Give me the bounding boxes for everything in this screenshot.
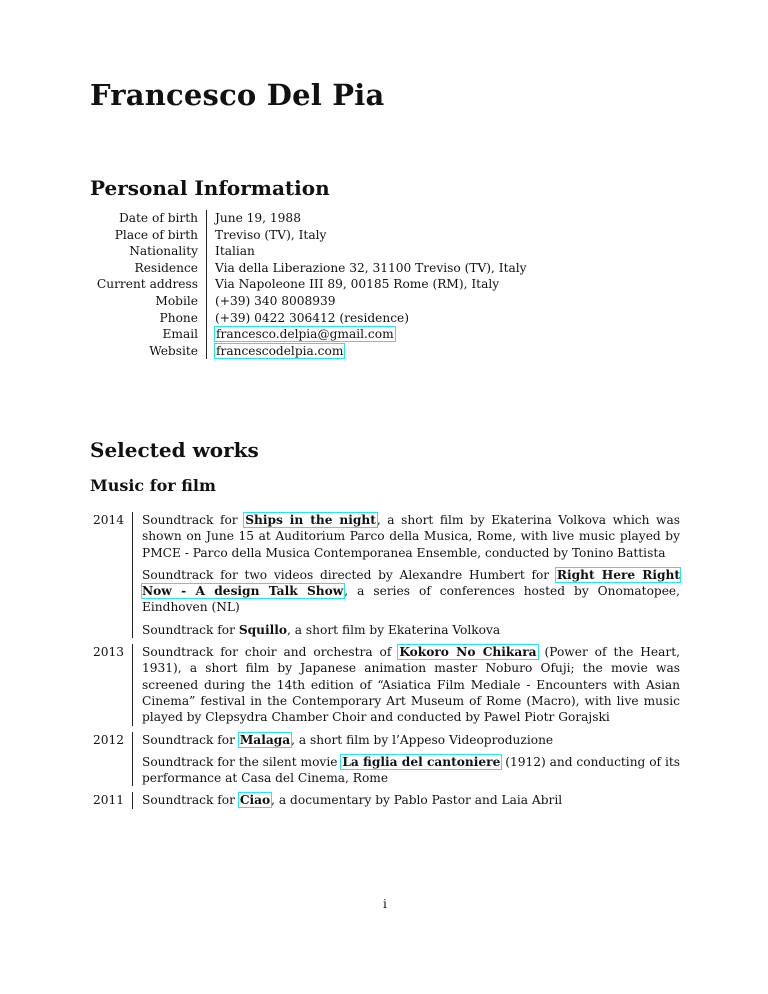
personal-info-table	[90, 210, 527, 359]
work-title-link[interactable]: Ships in the night	[245, 513, 376, 527]
info-row	[90, 326, 527, 343]
page-number: i	[383, 897, 387, 911]
entry-text: Soundtrack for	[142, 793, 239, 808]
info-label: Date of birth	[118, 211, 198, 225]
work-title-link[interactable]: Kokoro No Chikara	[399, 645, 537, 660]
info-text: Italian	[215, 244, 255, 259]
entry-text: Soundtrack for two videos directed by Alexandre Humbert for	[142, 567, 556, 582]
info-value	[206, 276, 499, 293]
work-entry	[142, 644, 680, 725]
entry-text: (1912) and conducting of its performance at Casa del Cinema, Rome	[142, 754, 680, 786]
info-row	[90, 227, 527, 244]
info-value	[206, 210, 301, 227]
entry-text: , a short film by Ekaterina Volkova which was shown on June 15 at Auditorium Parco della Musica, Rome, with live music played by PMCE - Parco della Musica Contemporanea Ensemble, conducted by Tonino Battista	[142, 513, 680, 560]
info-text: (+39) 340 8008939	[215, 293, 336, 308]
info-row	[90, 343, 527, 360]
work-title-link[interactable]: Malaga	[239, 732, 291, 747]
info-label: Residence	[134, 260, 198, 275]
work-entry	[142, 622, 680, 638]
info-label: Place of birth	[114, 227, 198, 242]
info-label: Mobile	[155, 293, 198, 308]
entry-text: Soundtrack for	[142, 732, 239, 747]
info-label: Current address	[96, 277, 198, 292]
info-row	[90, 210, 527, 227]
year-group	[90, 732, 680, 787]
work-title: Squillo	[238, 622, 288, 637]
work-entry	[142, 754, 680, 787]
year-entries	[133, 732, 680, 787]
info-label: Nationality	[129, 244, 198, 259]
entry-text: , a series of conferences hosted by Onomatopee, Eindhoven (NL)	[142, 584, 681, 615]
work-title-link[interactable]: La figlia del cantoniere	[342, 754, 501, 769]
year-label: 2011	[90, 792, 133, 808]
year-group	[90, 512, 680, 638]
works-timeline	[90, 512, 680, 815]
entry-text: Soundtrack for	[142, 622, 239, 637]
info-row	[90, 276, 527, 293]
year-entries	[133, 644, 680, 725]
info-text: Via Napoleone III 89, 00185 Rome (RM), Italy	[215, 277, 500, 292]
info-value	[206, 227, 326, 244]
cv-name: Francesco Del Pia	[90, 78, 385, 112]
info-value	[206, 343, 344, 360]
info-value	[206, 293, 336, 310]
cv-page	[90, 0, 680, 994]
entry-text: Soundtrack for the silent movie	[142, 754, 342, 769]
info-text: Via della Liberazione 32, 31100 Treviso (TV), Italy	[215, 260, 527, 275]
info-row	[90, 260, 527, 277]
year-group	[90, 792, 680, 808]
personal-info-heading: Personal Information	[90, 176, 330, 200]
info-label: Email	[162, 327, 198, 342]
info-label: Phone	[159, 310, 198, 325]
info-label: Website	[149, 343, 198, 358]
music-for-film-heading: Music for film	[90, 476, 216, 495]
work-entry	[142, 567, 680, 616]
year-label: 2012	[90, 732, 133, 787]
entry-text: Soundtrack for	[142, 513, 245, 527]
selected-works-heading: Selected works	[90, 438, 259, 462]
info-link[interactable]: francesco.delpia@gmail.com	[216, 327, 394, 342]
info-value	[206, 326, 395, 343]
entry-text: , a documentary by Pablo Pastor and Laia Abril	[271, 793, 563, 808]
info-text: June 19, 1988	[215, 211, 301, 225]
info-text: Treviso (TV), Italy	[215, 227, 327, 242]
entry-text: , a short film by Ekaterina Volkova	[287, 622, 501, 637]
work-entry	[142, 732, 680, 748]
info-row	[90, 293, 527, 310]
entry-text: (Power of the Heart, 1931), a short film by Japanese animation master Noburo Ofuji; the movie was screened during the 14th edition of “Asiatica Film Mediale - Encounters with Asian Cinema” festival in the Contemporary Art Museum of Rome (Macro), with live music played by Clepsydra Chamber Choir and conducted by Pawel Piotr Gorajski	[142, 645, 681, 725]
year-group	[90, 644, 680, 725]
info-value	[206, 310, 409, 327]
year-label: 2013	[90, 644, 133, 725]
work-title-link[interactable]: Right Here Right Now - A design Talk Show	[142, 567, 680, 599]
work-title-link[interactable]: Ciao	[239, 793, 271, 808]
year-label: 2014	[90, 512, 133, 638]
year-entries	[133, 792, 680, 808]
info-text: (+39) 0422 306412 (residence)	[215, 310, 409, 325]
info-link[interactable]: francescodelpia.com	[216, 343, 344, 358]
work-entry	[142, 512, 680, 561]
entry-text: Soundtrack for choir and orchestra of	[142, 645, 399, 660]
info-value	[206, 260, 527, 277]
info-row	[90, 243, 527, 260]
info-value	[206, 243, 255, 260]
info-row	[90, 310, 527, 327]
year-entries	[133, 512, 680, 638]
work-entry	[142, 792, 680, 808]
entry-text: , a short film by l’Appeso Videoproduzione	[291, 732, 554, 747]
